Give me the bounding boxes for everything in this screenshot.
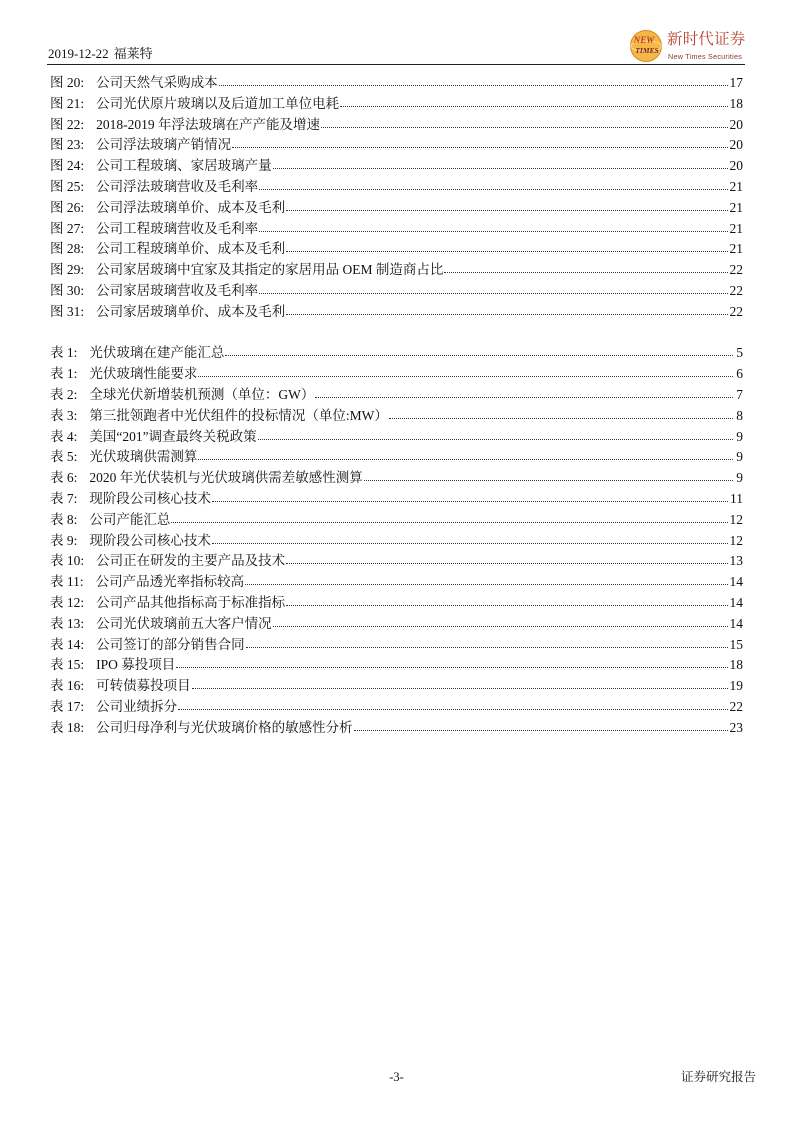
toc-entry-title: 全球光伏新增装机预测（单位：GW） [89,386,315,402]
toc-entry-label: 图 21: [50,95,85,111]
figure-toc-entry[interactable] [48,73,743,94]
toc-entry-title: 公司浮法玻璃产销情况 [96,137,232,153]
toc-entry-title: 公司签订的部分销售合同 [96,636,245,652]
toc-entry-title: 公司浮法玻璃营收及毛利率 [96,178,259,194]
toc-entry-page-number: 12 [729,532,743,548]
figure-index-list [48,73,743,323]
toc-entry-label: 表 9: [50,532,78,548]
dot-leader [245,584,727,585]
dot-leader [286,210,727,211]
table-toc-entry[interactable] [48,364,743,385]
figure-toc-entry[interactable] [48,239,743,260]
toc-entry-label: 表 16: [50,678,85,694]
footer-report-type: 证券研究报告 [681,1070,757,1084]
toc-entry-page-number: 22 [729,282,743,298]
toc-entry-label: 表 3: [50,407,78,423]
toc-entry-title: 公司工程玻璃单价、成本及毛利 [96,241,286,257]
toc-entry-page-number: 20 [729,137,743,153]
table-toc-entry[interactable] [48,635,743,656]
toc-entry-label: 表 7: [50,490,78,506]
toc-entry-title: 光伏玻璃供需测算 [89,449,198,465]
toc-entry-title: 公司家居玻璃中宜家及其指定的家居用品 OEM 制造商占比 [96,262,444,278]
toc-entry-title: 现阶段公司核心技术 [89,532,211,548]
footer-page-number: -3- [389,1070,404,1084]
logo-emblem-top-text: NEW [633,35,655,45]
dot-leader [212,543,728,544]
dot-leader [286,314,727,315]
toc-entry-page-number: 14 [729,594,743,610]
toc-entry-page-number: 21 [729,178,743,194]
toc-entry-page-number: 11 [730,490,743,506]
table-toc-entry[interactable] [48,551,743,572]
toc-entry-page-number: 18 [729,657,743,673]
toc-entry-label: 图 28: [50,241,85,257]
dot-leader [364,480,733,481]
toc-entry-title: 公司浮法玻璃单价、成本及毛利 [96,199,286,215]
toc-entry-label: 表 1: [50,366,78,382]
new-times-logo-icon [627,29,665,63]
toc-entry-title: 公司天然气采购成本 [96,75,218,90]
toc-entry-page-number: 14 [729,574,743,590]
toc-entry-label: 表 5: [50,449,78,465]
toc-entry-title: 公司产能汇总 [89,511,171,527]
dot-leader [444,272,727,273]
dot-leader [232,147,727,148]
dot-leader [273,168,728,169]
toc-entry-title: 现阶段公司核心技术 [89,490,211,506]
toc-entry-page-number: 21 [729,199,743,215]
figure-toc-entry[interactable] [48,94,743,115]
toc-entry-page-number: 17 [729,75,743,90]
table-toc-entry[interactable] [48,614,743,635]
toc-entry-page-number: 21 [729,241,743,257]
toc-entry-label: 图 30: [50,282,85,298]
logo-name-chinese: 新时代证券 [667,31,746,48]
toc-entry-page-number: 18 [729,95,743,111]
toc-entry-title: 光伏玻璃在建产能汇总 [89,345,225,361]
toc-entry-title: 公司工程玻璃、家居玻璃产量 [96,158,272,174]
toc-entry-title: 公司产品其他指标高于标准指标 [96,594,286,610]
table-toc-entry[interactable] [48,489,743,510]
dot-leader [246,647,728,648]
toc-entry-title: 美国“201”调查最终关税政策 [89,428,257,444]
toc-entry-page-number: 14 [729,615,743,631]
dot-leader [198,376,733,377]
toc-entry-label: 表 15: [50,657,85,673]
figure-toc-entry[interactable] [48,260,743,281]
toc-entry-label: 图 26: [50,199,85,215]
toc-entry-label: 表 11: [50,574,84,590]
figure-toc-entry[interactable] [48,135,743,156]
header-divider [47,64,745,65]
figure-toc-entry[interactable] [48,156,743,177]
dot-leader [389,418,733,419]
toc-entry-title: 光伏玻璃性能要求 [89,366,198,382]
dot-leader [286,563,727,564]
toc-entry-label: 表 14: [50,636,85,652]
dot-leader [178,709,727,710]
toc-entry-label: 表 10: [50,553,85,569]
toc-entry-page-number: 9 [736,470,743,486]
toc-entry-page-number: 21 [729,220,743,236]
toc-entry-title: 公司家居玻璃单价、成本及毛利 [96,303,286,319]
dot-leader [192,688,728,689]
toc-entry-label: 图 25: [50,178,85,194]
table-of-contents [48,73,743,739]
table-toc-entry[interactable] [48,676,743,697]
dot-leader [176,667,727,668]
table-toc-entry[interactable] [48,655,743,676]
dot-leader [259,293,727,294]
toc-entry-page-number: 20 [729,158,743,174]
toc-entry-title: 公司产品透光率指标较高 [95,574,245,590]
toc-entry-label: 图 24: [50,158,85,174]
toc-entry-label: 表 12: [50,594,85,610]
dot-leader [198,459,733,460]
toc-entry-label: 表 4: [50,428,78,444]
toc-entry-page-number: 12 [729,511,743,527]
toc-entry-title: 第三批领跑者中光伏组件的投标情况（单位:MW） [89,407,388,423]
toc-entry-page-number: 8 [736,407,743,423]
toc-entry-label: 表 6: [50,470,78,486]
table-toc-entry[interactable] [48,531,743,552]
toc-entry-page-number: 19 [729,678,743,694]
toc-entry-title: 可转债募投项目 [96,678,191,694]
figure-toc-entry[interactable] [48,302,743,323]
dot-leader [340,106,727,107]
toc-entry-page-number: 9 [736,449,743,465]
toc-entry-page-number: 7 [736,386,743,402]
table-toc-entry[interactable] [48,406,743,427]
dot-leader [259,231,727,232]
toc-entry-title: 2018-2019 年浮法玻璃在产产能及增速 [96,116,321,132]
figure-toc-entry[interactable] [48,198,743,219]
toc-entry-title: 公司工程玻璃营收及毛利率 [96,220,259,236]
table-toc-entry[interactable] [48,593,743,614]
figure-toc-entry[interactable] [48,219,743,240]
toc-entry-title: 公司家居玻璃营收及毛利率 [96,282,259,298]
figure-toc-entry[interactable] [48,177,743,198]
toc-entry-title: 公司光伏玻璃前五大客户情况 [96,615,272,631]
toc-entry-label: 表 18: [50,719,85,735]
toc-entry-page-number: 23 [729,719,743,735]
dot-leader [258,439,733,440]
table-toc-entry[interactable] [48,468,743,489]
company-name: 福莱特 [113,46,153,61]
toc-entry-title: IPO 募投项目 [96,657,176,673]
dot-leader [171,522,727,523]
toc-entry-page-number: 15 [729,636,743,652]
table-toc-entry[interactable] [48,718,743,739]
toc-entry-label: 表 2: [50,386,78,402]
toc-entry-label: 图 23: [50,137,85,153]
table-toc-entry[interactable] [48,343,743,364]
toc-entry-page-number: 22 [729,303,743,319]
table-toc-entry[interactable] [48,510,743,531]
toc-entry-label: 图 31: [50,303,85,319]
dot-leader [219,85,728,86]
toc-entry-page-number: 22 [729,262,743,278]
toc-entry-label: 表 1: [50,345,78,361]
toc-entry-label: 图 22: [50,116,85,132]
toc-entry-label: 图 20: [50,75,85,90]
dot-leader [273,626,728,627]
table-toc-entry[interactable] [48,572,743,593]
logo-name-english: New Times Securities [668,52,743,61]
toc-entry-page-number: 9 [736,428,743,444]
toc-entry-label: 表 8: [50,511,78,527]
dot-leader [286,605,727,606]
toc-entry-title: 公司正在研发的主要产品及技术 [96,553,286,569]
toc-entry-page-number: 20 [729,116,743,132]
table-toc-entry[interactable] [48,385,743,406]
dot-leader [212,501,728,502]
toc-entry-page-number: 13 [729,553,743,569]
report-date: 2019-12-22 [48,46,109,61]
toc-entry-title: 公司光伏原片玻璃以及后道加工单位电耗 [96,95,340,111]
figure-toc-entry[interactable] [48,281,743,302]
figure-toc-entry[interactable] [48,115,743,136]
toc-entry-page-number: 6 [736,366,743,382]
toc-entry-page-number: 22 [729,698,743,714]
toc-entry-label: 图 27: [50,220,85,236]
table-toc-entry[interactable] [48,447,743,468]
toc-entry-label: 表 13: [50,615,85,631]
toc-entry-title: 公司业绩拆分 [96,698,178,714]
dot-leader [259,189,727,190]
toc-entry-title: 公司归母净利与光伏玻璃价格的敏感性分析 [96,719,353,735]
table-toc-entry[interactable] [48,697,743,718]
table-index-list [48,343,743,738]
section-spacer [48,323,743,344]
toc-entry-label: 表 17: [50,698,85,714]
dot-leader [354,730,728,731]
table-toc-entry[interactable] [48,427,743,448]
toc-entry-title: 2020 年光伏装机与光伏玻璃供需差敏感性测算 [89,470,363,486]
dot-leader [315,397,733,398]
dot-leader [321,127,727,128]
toc-entry-page-number: 5 [736,345,743,361]
toc-entry-label: 图 29: [50,262,85,278]
report-header-info [48,46,153,62]
dot-leader [225,355,733,356]
dot-leader [286,251,727,252]
logo-emblem-bottom-text: TIMES [635,46,659,55]
